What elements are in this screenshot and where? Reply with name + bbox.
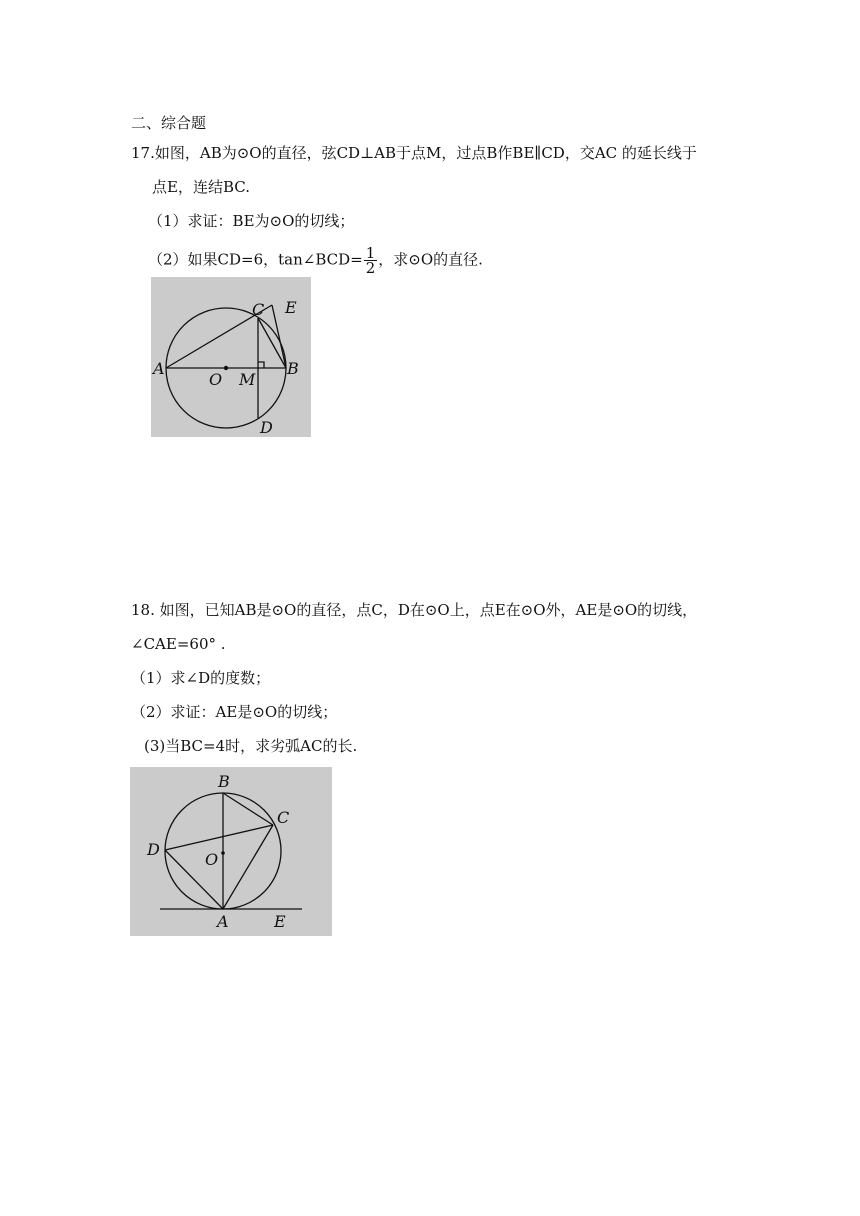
section-title: 二、综合题 — [131, 114, 207, 132]
q17-fraction-denominator: 2 — [365, 259, 376, 277]
q18-line-dc — [165, 825, 273, 850]
q18-line-bc — [223, 793, 273, 825]
q17-line-eb — [272, 305, 286, 368]
q18-label-c: C — [277, 808, 290, 827]
q17-figure — [151, 277, 311, 437]
q17-fraction-numerator: 1 — [365, 244, 376, 262]
q18-label-a: A — [217, 912, 229, 931]
q18-label-b: B — [218, 772, 230, 791]
q17-part1: （1）求证：BE为⊙O的切线； — [148, 212, 355, 230]
q17-label-o: O — [209, 370, 223, 389]
q17-figure-svg — [151, 277, 311, 437]
q17-label-a: A — [153, 359, 165, 378]
q18-figure — [130, 767, 332, 936]
q18-part1: （1）求∠D的度数； — [131, 669, 271, 687]
q18-stem-line2: ∠CAE=60° . — [131, 635, 226, 653]
q17-part2-after: ，求⊙O的直径. — [378, 250, 483, 269]
q17-label-d: D — [260, 418, 273, 437]
q17-label-m: M — [239, 370, 256, 389]
q17-stem-line2: 点E，连结BC. — [152, 178, 250, 196]
q18-center-dot — [221, 851, 225, 855]
q17-line-cb — [258, 318, 286, 368]
q17-stem-line1: 17.如图，AB为⊙O的直径，弦CD⊥AB于点M，过点B作BE∥CD，交AC 的延长线于 — [131, 144, 697, 162]
q18-label-o: O — [205, 850, 219, 869]
q18-label-e: E — [274, 912, 286, 931]
q17-fraction — [364, 246, 378, 275]
q17-label-b: B — [287, 359, 299, 378]
q18-line-ca — [223, 825, 273, 909]
q17-part2-before: （2）如果CD=6，tan∠BCD= — [148, 250, 363, 269]
q17-center-dot — [224, 366, 228, 370]
q18-figure-svg — [130, 767, 332, 936]
q18-part3: (3)当BC=4时，求劣弧AC的长. — [144, 737, 358, 755]
q17-label-c: C — [252, 300, 265, 319]
q18-stem-line1: 18. 如图，已知AB是⊙O的直径，点C，D在⊙O上，点E在⊙O外，AE是⊙O的切线， — [131, 601, 698, 619]
q18-part2: （2）求证：AE是⊙O的切线； — [131, 703, 338, 721]
q18-label-d: D — [147, 840, 160, 859]
q17-part2 — [148, 246, 483, 275]
q17-right-angle-mark — [258, 362, 264, 368]
q17-label-e: E — [285, 298, 297, 317]
